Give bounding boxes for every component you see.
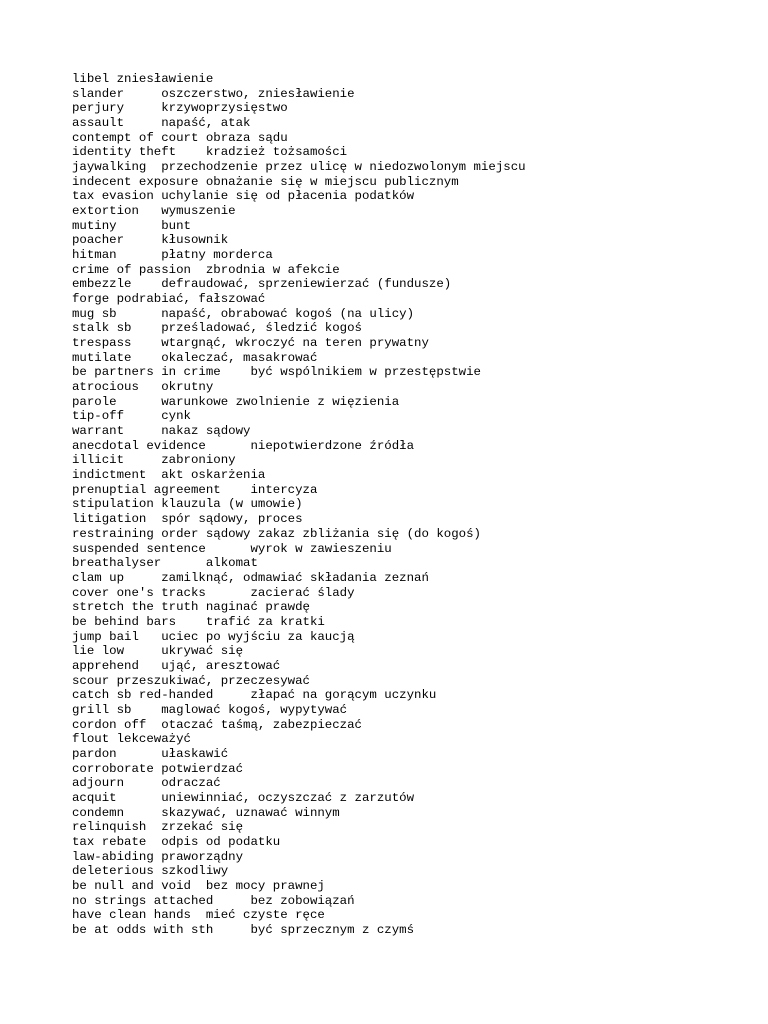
vocabulary-line: stipulation klauzula (w umowie) xyxy=(72,497,303,512)
vocabulary-line: no strings attached bez zobowiązań xyxy=(72,893,355,908)
vocabulary-line: relinquish zrzekać się xyxy=(72,820,244,835)
vocabulary-line: corroborate potwierdzać xyxy=(72,761,244,776)
vocabulary-line: mutilate okaleczać, masakrować xyxy=(72,350,318,365)
vocabulary-line: cordon off otaczać taśmą, zabezpieczać xyxy=(72,717,362,732)
vocabulary-line: assault napaść, atak xyxy=(72,116,251,131)
vocabulary-line: mutiny bunt xyxy=(72,218,191,233)
vocabulary-line: adjourn odraczać xyxy=(72,776,221,791)
vocabulary-line: catch sb red-handed złapać na gorącym uczynku xyxy=(72,688,437,703)
vocabulary-line: poacher kłusownik xyxy=(72,233,229,248)
vocabulary-line: extortion wymuszenie xyxy=(72,204,236,219)
vocabulary-line: tip-off cynk xyxy=(72,409,191,424)
vocabulary-line: trespass wtargnąć, wkroczyć na teren prywatny xyxy=(72,336,429,351)
vocabulary-line: crime of passion zbrodnia w afekcie xyxy=(72,262,340,277)
vocabulary-line: stalk sb prześladować, śledzić kogoś xyxy=(72,321,362,336)
vocabulary-line: embezzle defraudować, sprzeniewierzać (fundusze) xyxy=(72,277,452,292)
vocabulary-line: condemn skazywać, uznawać winnym xyxy=(72,805,340,820)
vocabulary-line: indecent exposure obnażanie się w miejscu publicznym xyxy=(72,174,459,189)
vocabulary-line: jump bail uciec po wyjściu za kaucją xyxy=(72,629,355,644)
vocabulary-line: atrocious okrutny xyxy=(72,380,214,395)
vocabulary-line: acquit uniewinniać, oczyszczać z zarzutów xyxy=(72,790,415,805)
vocabulary-line: perjury krzywoprzysięstwo xyxy=(72,101,288,116)
vocabulary-line: stretch the truth naginać prawdę xyxy=(72,600,310,615)
vocabulary-line: be null and void bez mocy prawnej xyxy=(72,878,325,893)
vocabulary-line: tax evasion uchylanie się od płacenia podatków xyxy=(72,189,415,204)
vocabulary-line: lie low ukrywać się xyxy=(72,644,244,659)
vocabulary-line: tax rebate odpis od podatku xyxy=(72,834,281,849)
vocabulary-line: be at odds with sth być sprzecznym z czymś xyxy=(72,922,415,937)
vocabulary-line: pardon ułaskawić xyxy=(72,746,229,761)
vocabulary-line: suspended sentence wyrok w zawieszeniu xyxy=(72,541,392,556)
vocabulary-line: parole warunkowe zwolnienie z więzienia xyxy=(72,394,400,409)
vocabulary-line: be partners in crime być wspólnikiem w przestępstwie xyxy=(72,365,481,380)
vocabulary-line: jaywalking przechodzenie przez ulicę w niedozwolonym miejscu xyxy=(72,160,526,175)
vocabulary-line: libel zniesławienie xyxy=(72,72,214,86)
vocabulary-line: contempt of court obraza sądu xyxy=(72,130,288,145)
vocabulary-line: prenuptial agreement intercyza xyxy=(72,482,318,497)
vocabulary-line: hitman płatny morderca xyxy=(72,248,273,263)
vocabulary-line: grill sb maglować kogoś, wypytywać xyxy=(72,702,348,717)
vocabulary-line: restraining order sądowy zakaz zbliżania się (do kogoś) xyxy=(72,526,481,541)
vocabulary-line: flout lekceważyć xyxy=(72,732,191,747)
vocabulary-line: litigation spór sądowy, proces xyxy=(72,512,303,527)
vocabulary-line: scour przeszukiwać, przeczesywać xyxy=(72,673,310,688)
vocabulary-line: anecdotal evidence niepotwierdzone źródła xyxy=(72,438,415,453)
vocabulary-line: deleterious szkodliwy xyxy=(72,864,229,879)
vocabulary-line: clam up zamilknąć, odmawiać składania zeznań xyxy=(72,570,429,585)
vocabulary-line: law-abiding praworządny xyxy=(72,849,244,864)
vocabulary-line: breathalyser alkomat xyxy=(72,556,258,571)
vocabulary-line: slander oszczerstwo, zniesławienie xyxy=(72,86,355,101)
vocabulary-line: cover one's tracks zacierać ślady xyxy=(72,585,355,600)
vocabulary-line: forge podrabiać, fałszować xyxy=(72,292,266,307)
vocabulary-line: be behind bars trafić za kratki xyxy=(72,614,325,629)
vocabulary-line: mug sb napaść, obrabować kogoś (na ulicy) xyxy=(72,306,415,321)
vocabulary-line: have clean hands mieć czyste ręce xyxy=(72,908,325,923)
vocabulary-line: identity theft kradzież tożsamości xyxy=(72,145,348,160)
document-page xyxy=(72,72,752,938)
vocabulary-line: indictment akt oskarżenia xyxy=(72,468,266,483)
vocabulary-line: illicit zabroniony xyxy=(72,453,236,468)
vocabulary-line: apprehend ująć, aresztować xyxy=(72,658,281,673)
vocabulary-line: warrant nakaz sądowy xyxy=(72,424,251,439)
